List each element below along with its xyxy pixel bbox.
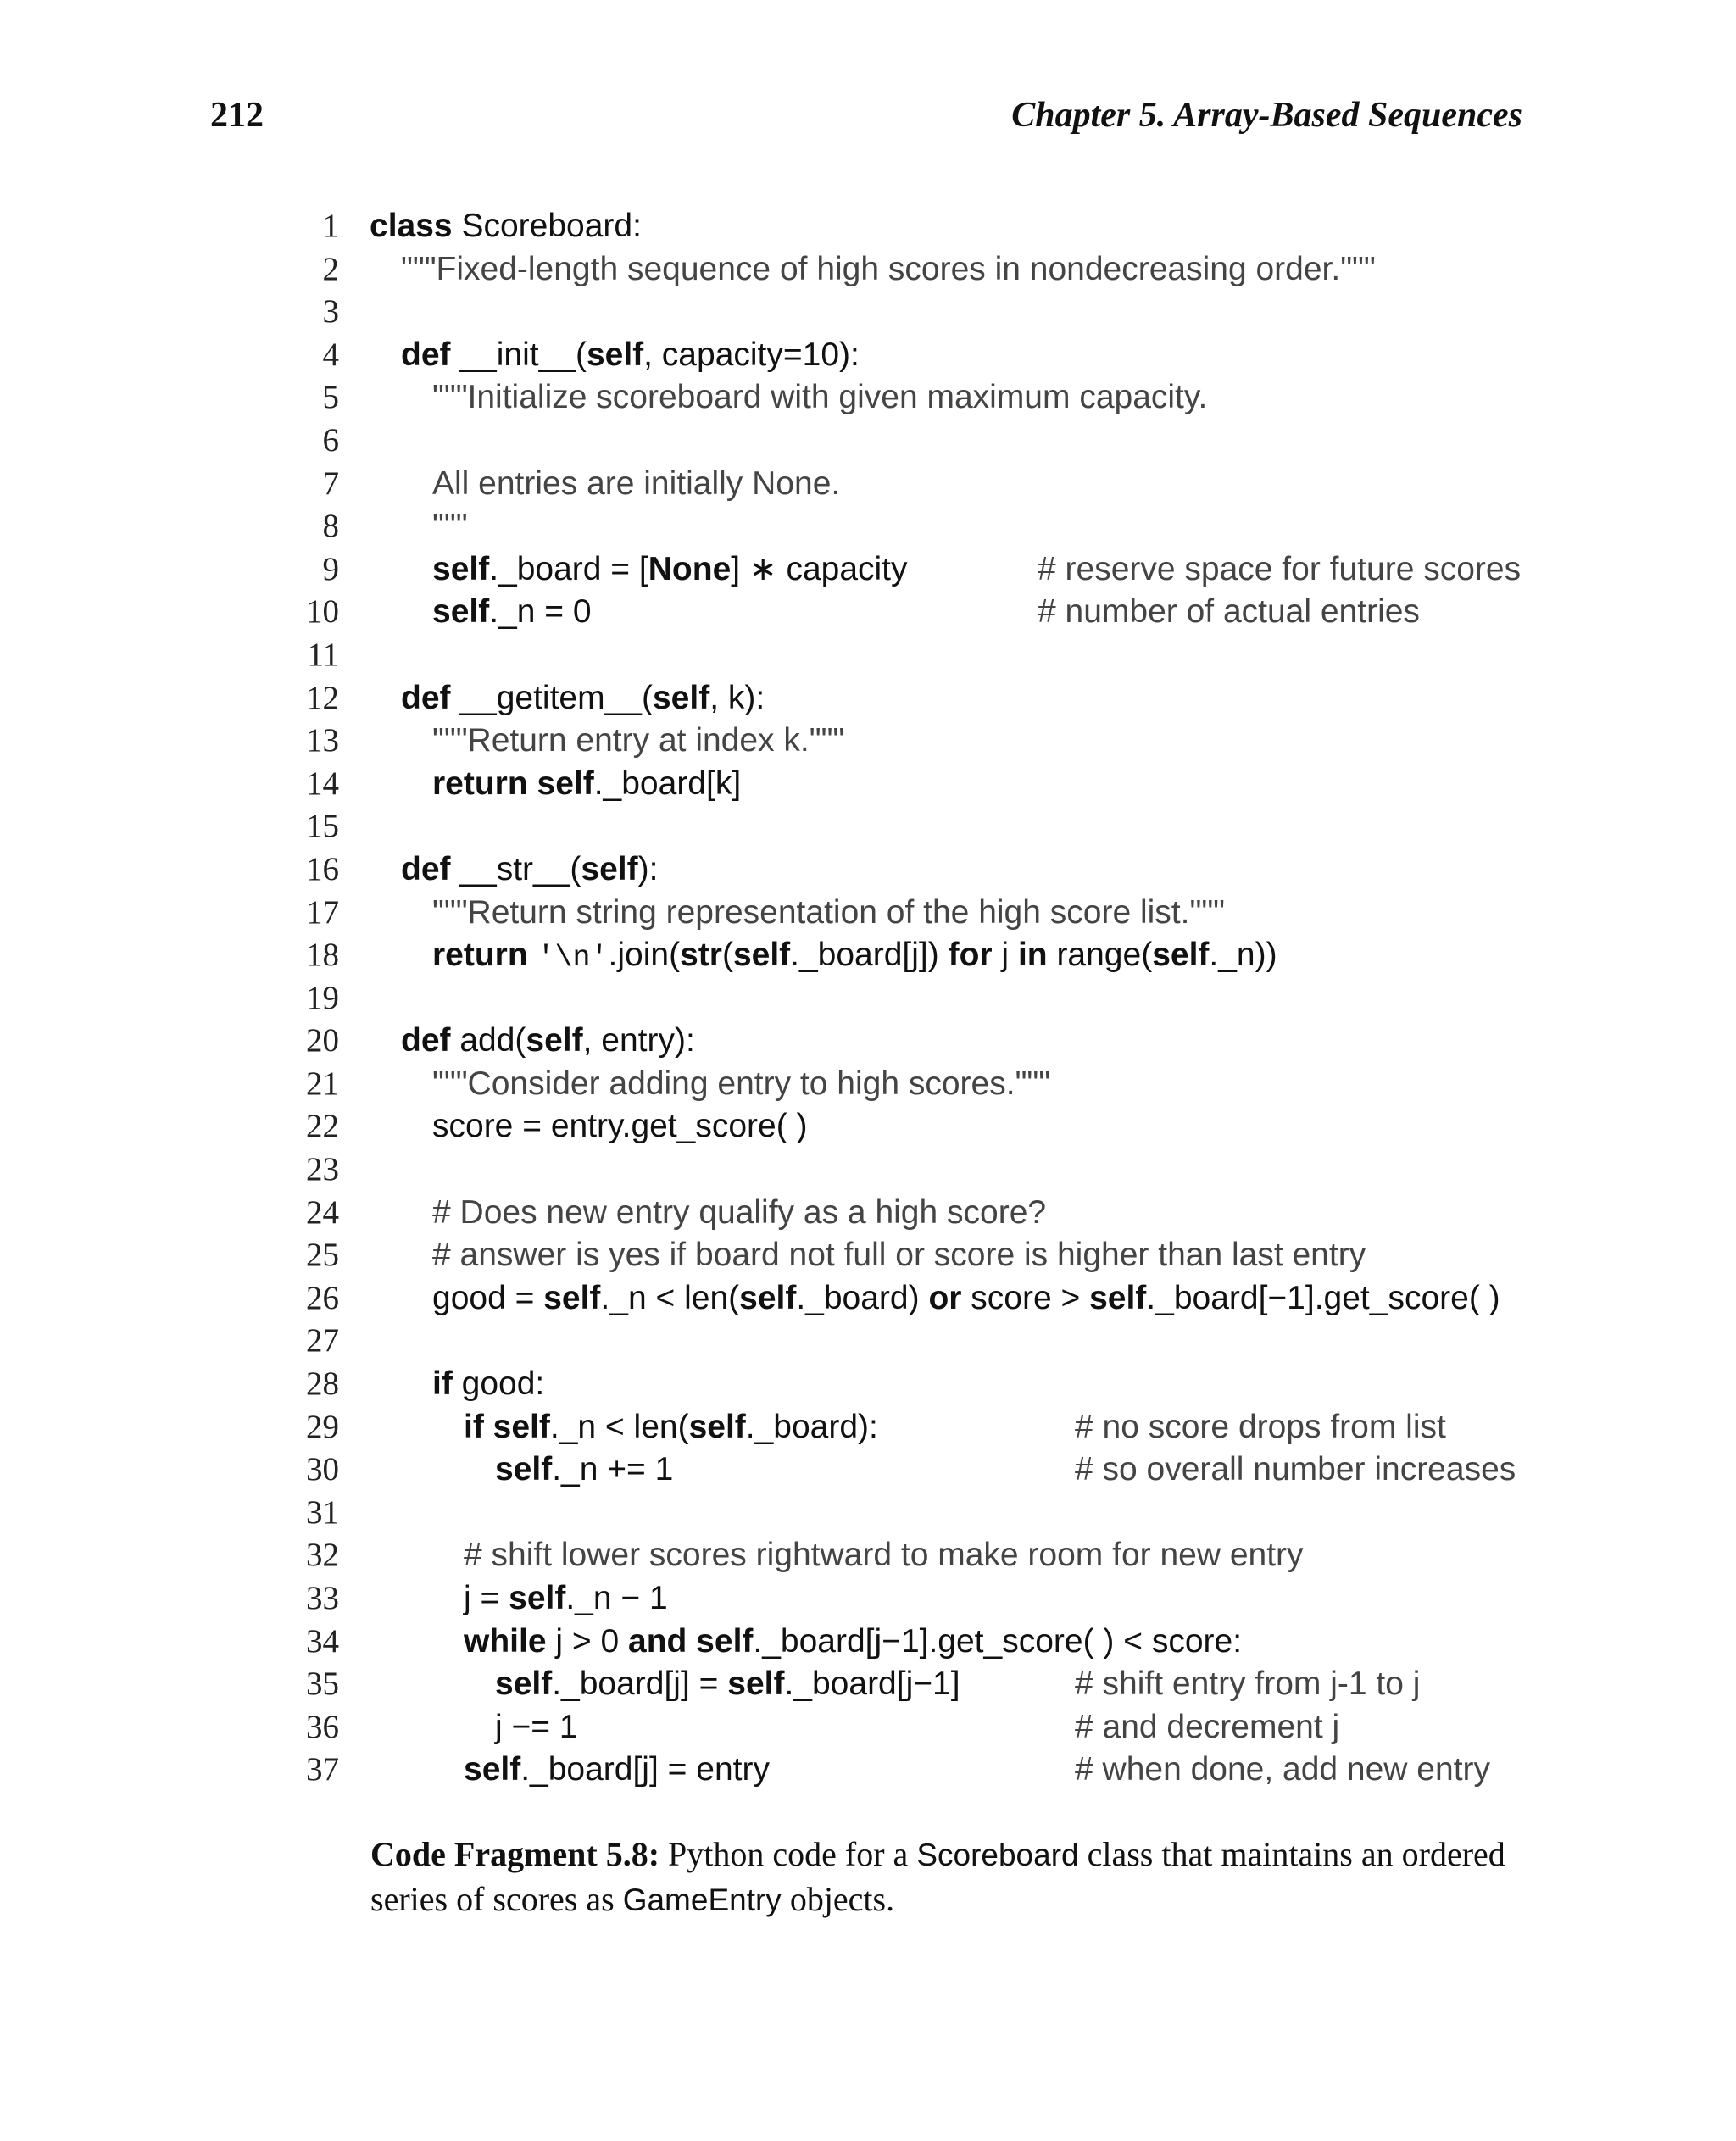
code-line	[0, 1192, 1736, 1235]
line-number: 20	[306, 1022, 339, 1059]
line-number: 31	[306, 1493, 339, 1531]
code-text	[495, 1663, 960, 1706]
code-token: score = entry.get_score( )	[432, 1108, 808, 1145]
line-number: 22	[306, 1108, 339, 1145]
code-text	[432, 376, 1207, 420]
code-token: .join(	[608, 937, 681, 974]
code-token: '\n'	[537, 941, 609, 976]
code-text	[432, 548, 908, 592]
code-text	[401, 1020, 695, 1063]
line-number: 13	[306, 722, 339, 759]
line-number: 16	[306, 850, 339, 887]
code-token: , k):	[709, 679, 765, 716]
code-comment: # shift entry from j-1 to j	[1075, 1666, 1421, 1703]
code-line	[0, 805, 1736, 848]
code-line	[0, 1148, 1736, 1192]
code-token: j	[992, 937, 1018, 974]
code-line	[0, 1706, 1736, 1749]
page-number: 212	[210, 96, 264, 135]
code-comment: # reserve space for future scores	[1038, 550, 1522, 587]
code-text	[432, 1234, 1366, 1277]
code-token: ._board[j] =	[552, 1666, 728, 1703]
code-line	[0, 376, 1736, 420]
code-token: ._n = 0	[489, 593, 592, 631]
code-keyword: self	[495, 1451, 553, 1488]
caption-text-before: Python code for a	[659, 1835, 917, 1873]
code-text	[464, 1577, 668, 1621]
code-text	[432, 505, 468, 548]
code-token: j > 0	[546, 1622, 629, 1660]
code-text	[432, 1105, 808, 1148]
code-docstring: # Does new entry qualify as a high score?	[432, 1193, 1047, 1231]
code-line	[0, 1363, 1736, 1406]
code-text	[401, 334, 860, 377]
code-line	[0, 977, 1736, 1020]
code-keyword: or	[928, 1279, 962, 1316]
code-token: , capacity=10):	[643, 336, 860, 373]
code-docstring: """Consider adding entry to high scores."""	[432, 1065, 1051, 1102]
code-keyword: self	[526, 1022, 583, 1059]
code-token	[528, 937, 537, 973]
code-text	[432, 591, 592, 634]
code-line	[0, 1749, 1736, 1792]
line-number: 33	[306, 1580, 339, 1616]
code-text	[401, 848, 658, 892]
line-number: 28	[306, 1365, 339, 1403]
code-line	[0, 1020, 1736, 1063]
line-number: 12	[306, 679, 339, 716]
running-header	[210, 95, 1522, 146]
code-token: ._board[k]	[593, 765, 742, 802]
code-comment: # when done, add new entry	[1075, 1751, 1491, 1788]
code-keyword: self	[727, 1666, 785, 1703]
line-number: 8	[322, 508, 339, 545]
line-number: 35	[306, 1666, 339, 1703]
code-token: __getitem__(	[450, 679, 653, 716]
code-token: ._board = [	[489, 550, 648, 587]
code-keyword: for	[948, 937, 993, 974]
code-line	[0, 1449, 1736, 1492]
code-token: good =	[432, 1279, 544, 1316]
code-keyword: and self	[628, 1622, 754, 1660]
caption-text-after: objects.	[781, 1880, 895, 1918]
line-number: 27	[306, 1322, 339, 1360]
code-token: ._board)	[796, 1279, 929, 1316]
line-number: 36	[306, 1708, 339, 1745]
code-keyword: self	[739, 1279, 797, 1316]
code-keyword: None	[648, 550, 732, 587]
code-comment: # so overall number increases	[1075, 1451, 1516, 1488]
code-line	[0, 1492, 1736, 1535]
code-listing	[0, 205, 1736, 1792]
code-keyword: self	[543, 1279, 601, 1316]
code-caption	[370, 1832, 1523, 1922]
code-line	[0, 1320, 1736, 1363]
code-docstring: """Return string representation of the high score list."""	[432, 893, 1226, 931]
code-line	[0, 892, 1736, 935]
code-keyword: self	[464, 1751, 521, 1788]
code-line	[0, 763, 1736, 806]
code-token: good:	[452, 1365, 545, 1403]
line-number: 7	[322, 464, 339, 502]
code-token: __str__(	[450, 850, 581, 887]
line-number: 18	[306, 937, 339, 974]
code-text	[401, 248, 1376, 292]
code-keyword: self	[1152, 937, 1210, 974]
code-token: __init__(	[450, 336, 587, 373]
code-token: ._board[j−1]	[784, 1666, 960, 1703]
line-number: 2	[322, 250, 339, 287]
code-docstring: # answer is yes if board not full or score is higher than last entry	[432, 1237, 1366, 1274]
code-docstring: """	[432, 508, 468, 545]
code-text	[495, 1706, 578, 1749]
code-keyword: self	[581, 850, 638, 887]
code-text	[432, 1363, 544, 1406]
code-keyword: if	[432, 1365, 453, 1403]
code-line	[0, 1621, 1736, 1664]
code-token: score >	[961, 1279, 1090, 1316]
code-token: j −= 1	[495, 1708, 578, 1745]
code-text	[464, 1749, 770, 1792]
line-number: 4	[322, 336, 339, 373]
code-text	[495, 1449, 673, 1492]
line-number: 30	[306, 1451, 339, 1488]
code-docstring: """Return entry at index k."""	[432, 722, 845, 759]
code-text	[432, 892, 1225, 935]
line-number: 23	[306, 1151, 339, 1188]
code-line	[0, 548, 1736, 592]
code-token: ._board[j])	[790, 937, 949, 974]
code-text	[432, 463, 840, 506]
code-token: , entry):	[582, 1022, 695, 1059]
code-comment: # number of actual entries	[1038, 593, 1420, 631]
code-text	[464, 1406, 878, 1449]
code-token: (	[721, 937, 733, 974]
code-keyword: self	[432, 550, 490, 587]
code-line	[0, 634, 1736, 677]
code-line	[0, 205, 1736, 248]
code-line	[0, 291, 1736, 334]
line-number: 9	[322, 550, 339, 587]
code-text	[432, 763, 741, 806]
code-keyword: self	[495, 1666, 553, 1703]
line-number: 21	[306, 1065, 339, 1102]
code-token: ._board):	[745, 1408, 878, 1445]
line-number: 17	[306, 893, 339, 931]
code-token: add(	[450, 1022, 526, 1059]
code-line	[0, 1063, 1736, 1106]
caption-label: Code Fragment 5.8:	[370, 1835, 660, 1873]
code-docstring: """Initialize scoreboard with given maximum capacity.	[432, 379, 1208, 416]
line-number: 11	[307, 636, 339, 673]
code-keyword: return self	[432, 765, 594, 802]
code-token: ._n += 1	[552, 1451, 674, 1488]
line-number: 24	[306, 1193, 339, 1231]
code-keyword: in	[1017, 937, 1048, 974]
code-keyword: while	[464, 1622, 547, 1660]
code-line	[0, 720, 1736, 763]
code-text	[432, 1192, 1046, 1235]
code-line	[0, 420, 1736, 463]
code-keyword: str	[680, 937, 722, 974]
chapter-title: Chapter 5. Array-Based Sequences	[1011, 96, 1522, 135]
code-line	[0, 505, 1736, 548]
line-number: 25	[306, 1237, 339, 1274]
code-keyword: if self	[464, 1408, 550, 1445]
line-number: 1	[322, 208, 339, 244]
code-text	[464, 1534, 1304, 1577]
line-number: 3	[322, 293, 339, 331]
caption-class-name: Scoreboard	[916, 1838, 1079, 1872]
code-keyword: self	[688, 1408, 746, 1445]
code-line	[0, 677, 1736, 720]
code-keyword: self	[732, 937, 791, 974]
code-line	[0, 848, 1736, 892]
line-number: 10	[306, 593, 339, 631]
code-text	[432, 1063, 1050, 1106]
code-line	[0, 463, 1736, 506]
code-line	[0, 1534, 1736, 1577]
code-comment: # and decrement j	[1075, 1708, 1340, 1745]
code-docstring: """Fixed-length sequence of high scores in nondecreasing order."""	[401, 250, 1376, 287]
code-token: ):	[637, 850, 659, 887]
code-line	[0, 1277, 1736, 1321]
code-text	[432, 1277, 1500, 1321]
code-line	[0, 934, 1736, 977]
caption-text-middle: class that maintains an ordered series of scores as	[370, 1835, 1505, 1918]
code-keyword: self	[432, 593, 490, 631]
code-keyword: self	[586, 336, 644, 373]
code-token: ._n))	[1209, 937, 1277, 974]
line-number: 32	[306, 1537, 339, 1574]
code-keyword: def	[401, 1022, 451, 1059]
code-line	[0, 1577, 1736, 1621]
code-comment: # no score drops from list	[1075, 1408, 1446, 1445]
code-text	[464, 1621, 1242, 1664]
code-keyword: def	[401, 336, 451, 373]
code-line	[0, 1663, 1736, 1706]
code-keyword: self	[509, 1580, 566, 1616]
code-token: Scoreboard:	[452, 208, 642, 244]
code-docstring: # shift lower scores rightward to make room for new entry	[464, 1537, 1304, 1574]
code-text	[432, 934, 1277, 980]
line-number: 26	[306, 1279, 339, 1316]
code-token: ._board[−1].get_score( )	[1146, 1279, 1500, 1316]
line-number: 19	[306, 979, 339, 1016]
code-token: ._board[j−1].get_score( ) < score:	[753, 1622, 1243, 1660]
line-number: 15	[306, 808, 339, 845]
code-token: ._n − 1	[565, 1580, 668, 1616]
code-token: ._n < len(	[600, 1279, 740, 1316]
line-number: 5	[322, 379, 339, 416]
code-token: ._n < len(	[549, 1408, 689, 1445]
code-keyword: def	[401, 679, 451, 716]
code-keyword: self	[652, 679, 710, 716]
caption-entry-name: GameEntry	[622, 1882, 782, 1917]
line-number: 34	[306, 1622, 339, 1660]
code-line	[0, 1105, 1736, 1148]
code-keyword: self	[1089, 1279, 1147, 1316]
code-text	[432, 720, 844, 763]
code-token: range(	[1047, 937, 1153, 974]
code-line	[0, 1406, 1736, 1449]
code-token: j =	[464, 1580, 509, 1616]
line-number: 6	[322, 421, 339, 459]
code-line	[0, 248, 1736, 292]
code-keyword: class	[370, 208, 453, 244]
line-number: 14	[306, 765, 339, 802]
line-number: 29	[306, 1408, 339, 1445]
line-number: 37	[306, 1751, 339, 1788]
code-keyword: def	[401, 850, 451, 887]
code-token: ] ∗ capacity	[731, 550, 908, 587]
code-keyword: return	[432, 937, 528, 974]
code-line	[0, 591, 1736, 634]
code-line	[0, 334, 1736, 377]
code-docstring: All entries are initially None.	[432, 464, 841, 502]
code-token: ._board[j] = entry	[520, 1751, 770, 1788]
code-text	[401, 677, 765, 720]
code-text	[370, 205, 642, 248]
code-line	[0, 1234, 1736, 1277]
